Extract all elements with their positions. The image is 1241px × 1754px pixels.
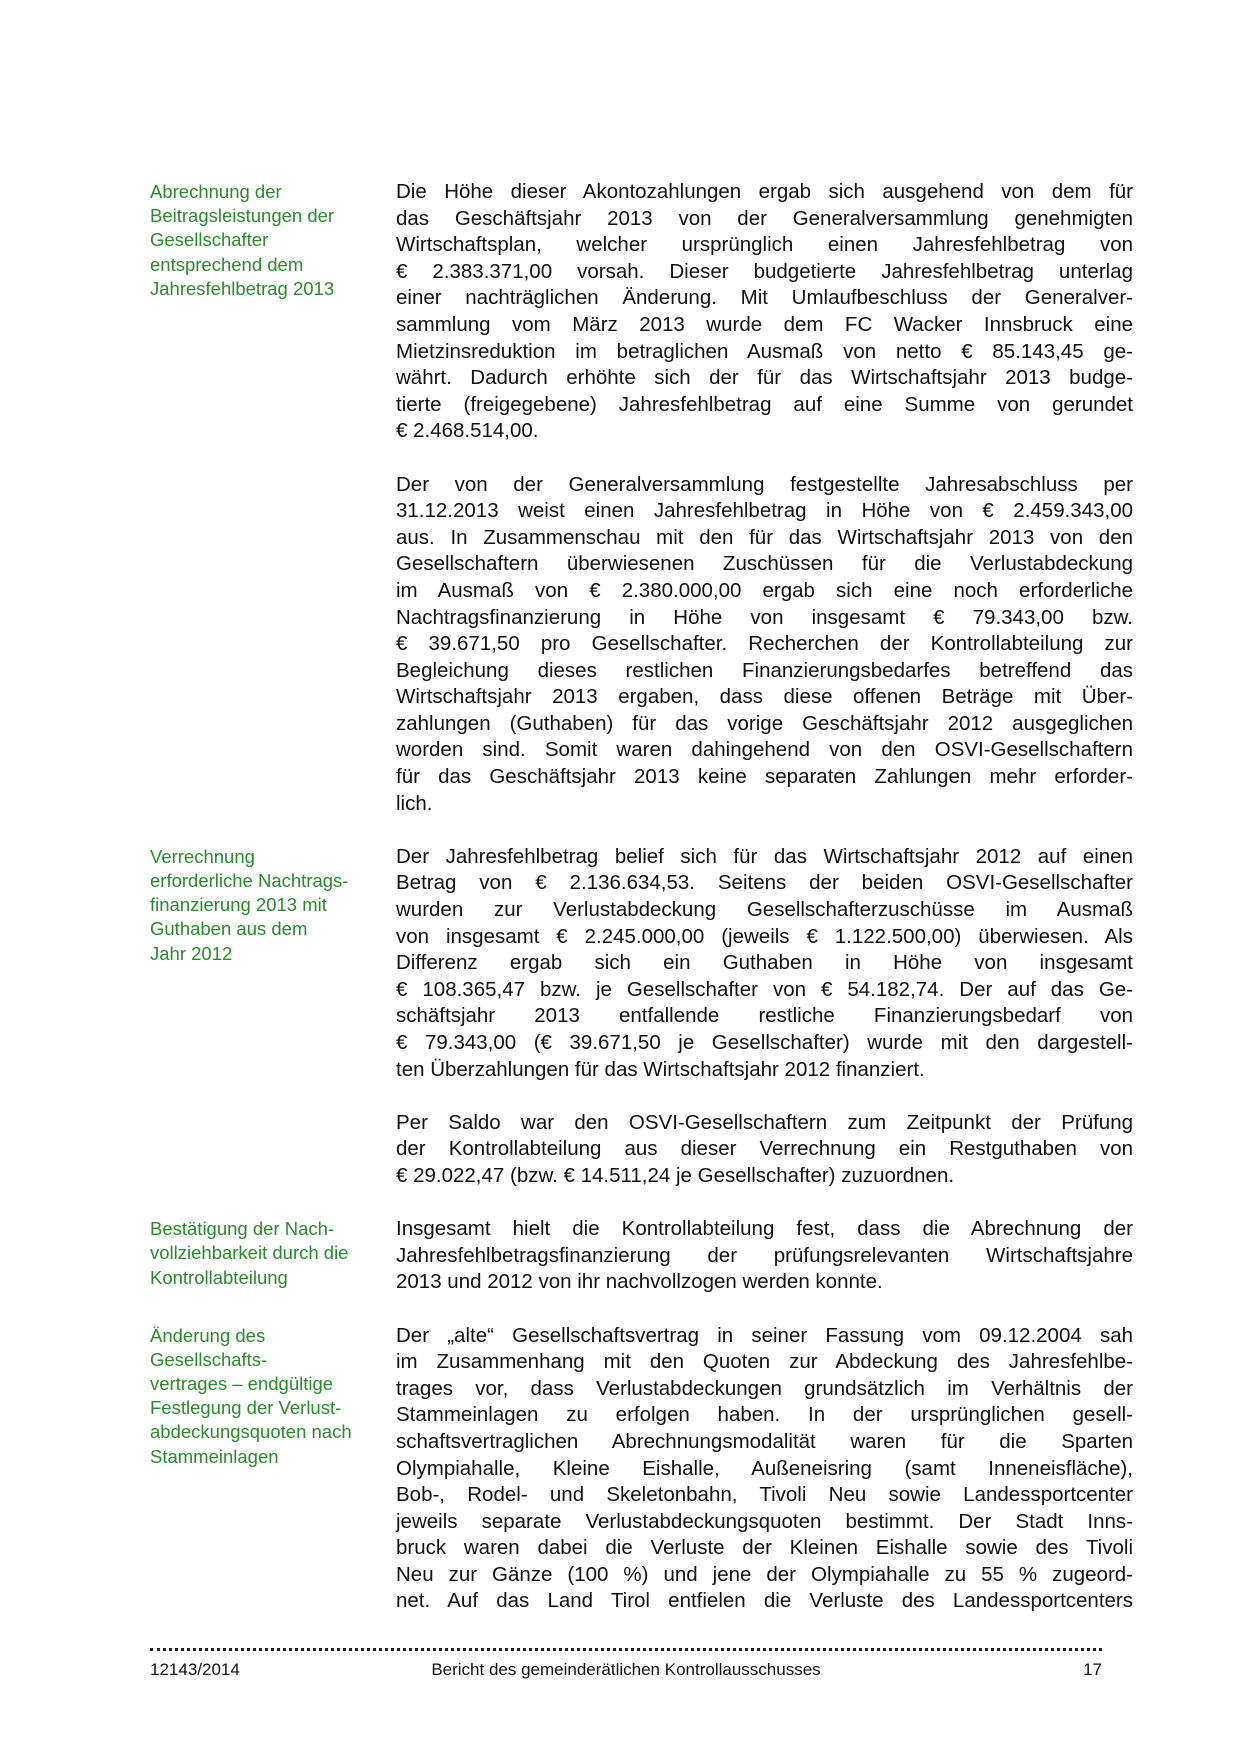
margin-heading-line: Gesellschafts- <box>150 1348 268 1370</box>
text-line: von insgesamt € 2.245.000,00 (jeweils € 1.122.500,00) überwiesen. Als <box>396 924 1133 948</box>
margin-heading-line: finanzierung 2013 mit <box>150 894 327 916</box>
margin-heading-line: abdeckungsquoten nach <box>150 1421 352 1443</box>
text-line: net. Auf das Land Tirol entfielen die Verluste des Landessportcenters <box>396 1589 1133 1613</box>
margin-heading-line: Änderung des <box>150 1324 266 1346</box>
report-number: 12143/2014 <box>150 1660 240 1679</box>
text-line: € 2.383.371,00 vorsah. Dieser budgetierte Jahresfehlbetrag unterlag <box>396 259 1133 283</box>
margin-heading <box>150 1323 396 1642</box>
text-line: Begleichung dieses restlichen Finanzierungsbedarfes betreffend das <box>396 658 1133 682</box>
text-line: Der Jahresfehlbetrag belief sich für das Wirtschaftsjahr 2012 auf einen <box>396 844 1133 868</box>
page-number: 17 <box>1083 1660 1102 1679</box>
text-line: tierte (freigegebene) Jahresfehlbetrag auf eine Summe von gerundet <box>396 392 1133 416</box>
text-line: Bob-, Rodel- und Skeletonbahn, Tivoli Neu sowie Landessportcenter <box>396 1483 1133 1507</box>
text-line: wurden zur Verlustabdeckung Gesellschafterzuschüsse im Ausmaß <box>396 898 1133 922</box>
text-line: € 29.022,47 (bzw. € 14.511,24 je Gesellschafter) zuzuordnen. <box>396 1163 955 1187</box>
text-line: € 2.468.514,00. <box>396 419 539 443</box>
text-line: trages vor, dass Verlustabdeckungen grundsätzlich im Verhältnis der <box>396 1376 1133 1400</box>
text-line: im Zusammenhang mit den Quoten zur Abdeckung des Jahresfehlbe- <box>396 1350 1133 1374</box>
paragraph <box>396 1110 1133 1190</box>
text-line: Jahresfehlbetragsfinanzierung der prüfungsrelevanten Wirtschaftsjahre <box>396 1243 1133 1267</box>
section <box>150 179 1135 844</box>
page-content <box>150 179 1135 1642</box>
margin-heading-line: Festlegung der Verlust- <box>150 1397 342 1419</box>
margin-heading-line: Bestätigung der Nach- <box>150 1218 335 1240</box>
text-line: Wirtschaftsplan, welcher ursprünglich einen Jahresfehlbetrag von <box>396 233 1133 257</box>
text-line: währt. Dadurch erhöhte sich der für das Wirtschaftsjahr 2013 budge- <box>396 366 1133 390</box>
margin-heading-line: Gesellschafter <box>150 229 269 251</box>
text-line: Der „alte“ Gesellschaftsvertrag in seiner Fassung vom 09.12.2004 sah <box>396 1323 1133 1347</box>
paragraph <box>396 1323 1133 1616</box>
text-line: Neu zur Gänze (100 %) und jene der Olympiahalle zu 55 % zugeord- <box>396 1562 1133 1586</box>
text-line: der Kontrollabteilung aus dieser Verrechnung ein Restguthaben von <box>396 1137 1133 1161</box>
margin-heading-line: Stammeinlagen <box>150 1445 279 1467</box>
text-line: schaftsvertraglichen Abrechnungsmodalität waren für die Sparten <box>396 1429 1133 1453</box>
margin-heading-line: Abrechnung der <box>150 181 282 202</box>
section <box>150 844 1135 1216</box>
text-line: Per Saldo war den OSVI-Gesellschaftern zum Zeitpunkt der Prüfung <box>396 1110 1133 1134</box>
text-line: das Geschäftsjahr 2013 von der Generalversammlung genehmigten <box>396 206 1133 230</box>
text-line: 31.12.2013 weist einen Jahresfehlbetrag in Höhe von € 2.459.343,00 <box>396 499 1133 523</box>
text-line: lich. <box>396 791 433 815</box>
text-line: Die Höhe dieser Akontozahlungen ergab sich ausgehend von dem für <box>396 180 1133 203</box>
margin-heading <box>150 844 396 1216</box>
margin-heading-line: Jahr 2012 <box>150 942 233 964</box>
margin-heading-line: Beitragsleistungen der <box>150 205 335 227</box>
text-line: € 108.365,47 bzw. je Gesellschafter von € 54.182,74. Der auf das Ge- <box>396 977 1133 1001</box>
text-line: bruck waren dabei die Verluste der Kleinen Eishalle sowie des Tivoli <box>396 1536 1133 1560</box>
margin-heading <box>150 1216 396 1322</box>
body-text <box>396 1216 1133 1322</box>
text-line: Olympiahalle, Kleine Eishalle, Außeneisring (samt Inneneisfläche), <box>396 1456 1133 1480</box>
text-line: für das Geschäftsjahr 2013 keine separaten Zahlungen mehr erforder- <box>396 765 1133 789</box>
text-line: zahlungen (Guthaben) für das vorige Geschäftsjahr 2012 ausgeglichen <box>396 711 1133 735</box>
text-line: € 39.671,50 pro Gesellschafter. Recherchen der Kontrollabteilung zur <box>396 632 1133 656</box>
margin-heading-line: Verrechnung <box>150 845 255 867</box>
text-line: im Ausmaß von € 2.380.000,00 ergab sich eine noch erforderliche <box>396 578 1133 602</box>
text-line: einer nachträglichen Änderung. Mit Umlaufbeschluss der Generalver- <box>396 286 1133 310</box>
text-line: ten Überzahlungen für das Wirtschaftsjahr 2012 finanziert. <box>396 1057 925 1081</box>
text-line: schäftsjahr 2013 entfallende restliche Finanzierungsbedarf von <box>396 1004 1133 1028</box>
text-line: worden sind. Somit waren dahingehend von den OSVI-Gesellschaftern <box>396 738 1133 762</box>
footer-divider <box>150 1648 1102 1651</box>
text-line: aus. In Zusammenschau mit den für das Wirtschaftsjahr 2013 von den <box>396 525 1133 549</box>
paragraph <box>396 1216 1133 1296</box>
margin-heading-line: Jahresfehlbetrag 2013 <box>150 277 335 299</box>
text-line: Differenz ergab sich ein Guthaben in Höhe von insgesamt <box>396 951 1133 975</box>
text-line: Wirtschaftsjahr 2013 ergaben, dass diese offenen Beträge mit Über- <box>396 685 1133 709</box>
body-text <box>396 179 1133 844</box>
margin-heading-line: entsprechend dem <box>150 253 304 275</box>
text-line: Nachtragsfinanzierung in Höhe von insgesamt € 79.343,00 bzw. <box>396 605 1133 629</box>
text-line: 2013 und 2012 von ihr nachvollzogen werden konnte. <box>396 1270 883 1294</box>
text-line: jeweils separate Verlustabdeckungsquoten bestimmt. Der Stadt Inns- <box>396 1509 1133 1533</box>
text-line: Insgesamt hielt die Kontrollabteilung fest, dass die Abrechnung der <box>396 1217 1133 1241</box>
text-line: € 79.343,00 (€ 39.671,50 je Gesellschafter) wurde mit den dargestell- <box>396 1031 1133 1054</box>
report-title: Bericht des gemeinderätlichen Kontrollausschusses <box>431 1660 821 1679</box>
text-line: Der von der Generalversammlung festgestellte Jahresabschluss per <box>396 472 1133 496</box>
body-text <box>396 1323 1133 1642</box>
margin-heading-line: Guthaben aus dem <box>150 918 308 940</box>
margin-heading-line: vollziehbarkeit durch die <box>150 1242 349 1264</box>
body-text <box>396 844 1133 1216</box>
margin-heading-line: erforderliche Nachtrags- <box>150 870 349 892</box>
section <box>150 1323 1135 1642</box>
text-line: Mietzinsreduktion im betraglichen Ausmaß von netto € 85.143,45 ge- <box>396 339 1133 363</box>
margin-heading-line: vertrages – endgültige <box>150 1372 334 1394</box>
text-line: sammlung vom März 2013 wurde dem FC Wacker Innsbruck eine <box>396 312 1133 336</box>
page-footer <box>150 1660 1102 1680</box>
margin-heading-line: Kontrollabteilung <box>150 1266 288 1288</box>
section <box>150 1216 1135 1322</box>
paragraph <box>396 844 1133 1083</box>
paragraph <box>396 472 1133 818</box>
text-line: Stammeinlagen zu erfolgen haben. In der ursprünglichen gesell- <box>396 1403 1133 1427</box>
text-line: Betrag von € 2.136.634,53. Seitens der beiden OSVI-Gesellschafter <box>396 871 1133 895</box>
paragraph <box>396 179 1133 445</box>
margin-heading <box>150 179 396 844</box>
text-line: Gesellschaftern überwiesenen Zuschüssen für die Verlustabdeckung <box>396 552 1133 576</box>
